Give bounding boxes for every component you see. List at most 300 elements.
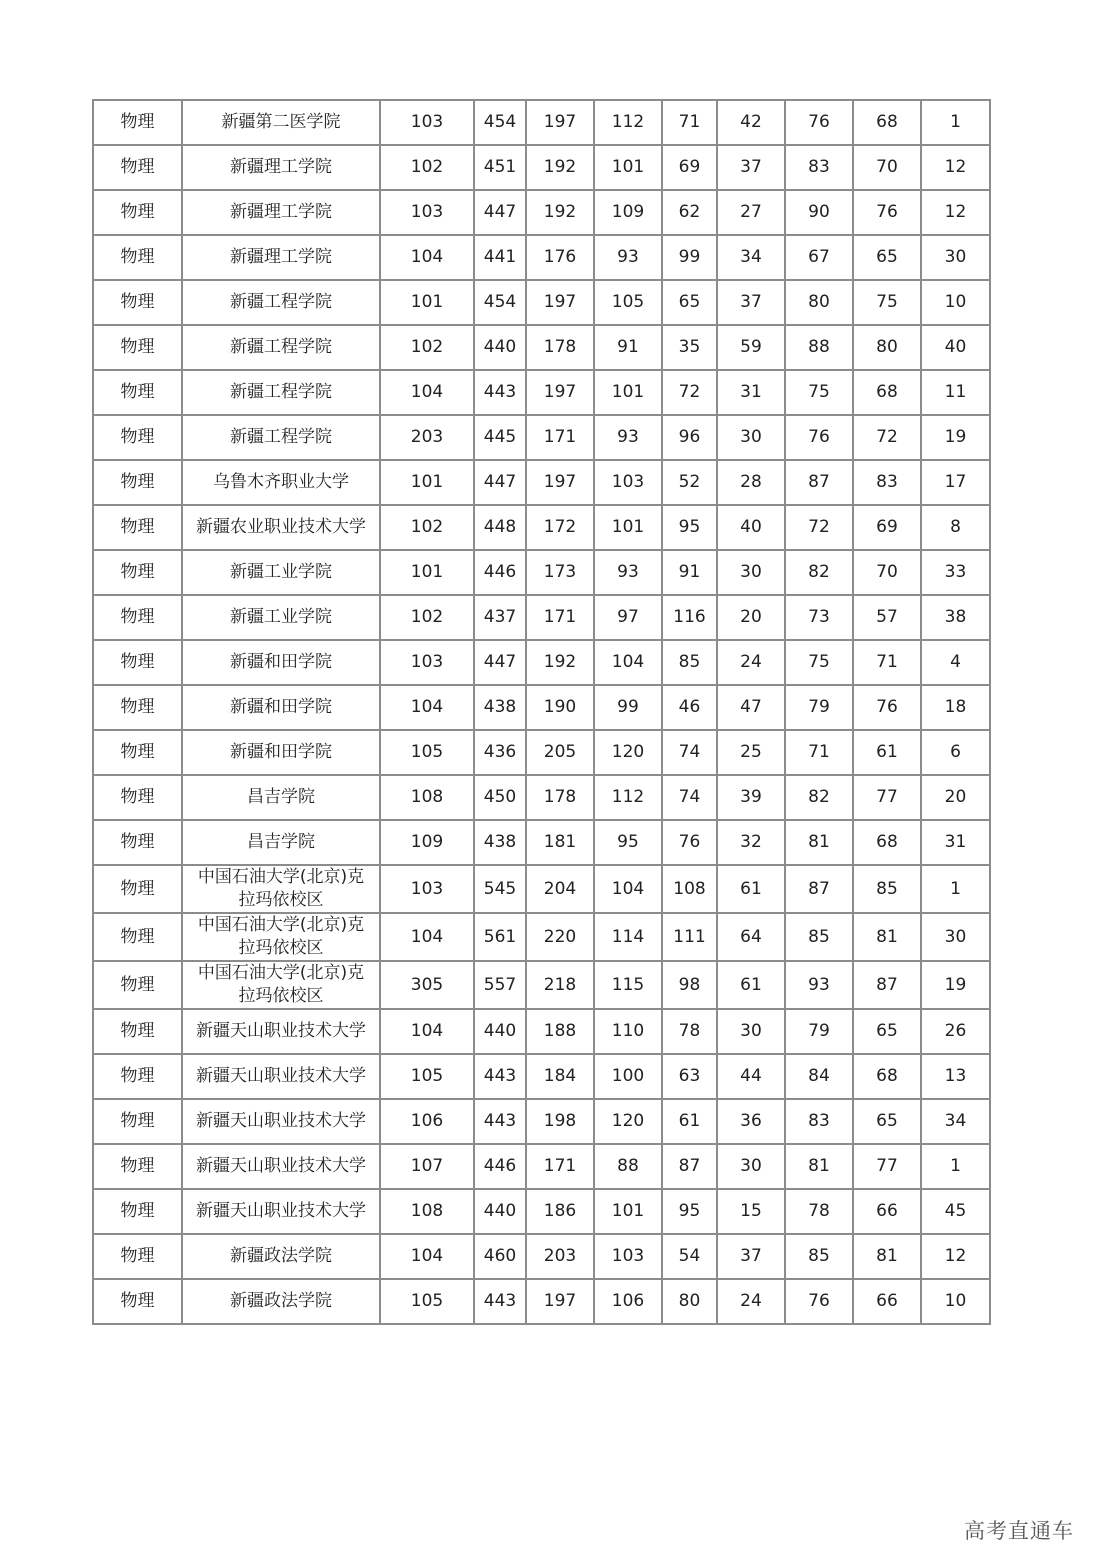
cell-rank: 12 xyxy=(921,1234,990,1279)
cell-school: 昌吉学院 xyxy=(182,820,380,865)
cell-major-group-code: 103 xyxy=(380,865,474,913)
cell-physics: 69 xyxy=(662,145,717,190)
cell-chemistry: 64 xyxy=(717,913,785,961)
cell-subject: 物理 xyxy=(93,1144,182,1189)
cell-chemistry: 44 xyxy=(717,1054,785,1099)
cell-physics: 76 xyxy=(662,820,717,865)
cell-physics: 116 xyxy=(662,595,717,640)
cell-biology: 73 xyxy=(785,595,853,640)
cell-school: 乌鲁木齐职业大学 xyxy=(182,460,380,505)
cell-total-score: 446 xyxy=(474,550,526,595)
cell-chinese-math: 197 xyxy=(526,370,594,415)
table-row xyxy=(93,1234,990,1279)
cell-physics: 65 xyxy=(662,280,717,325)
cell-major-group-code: 108 xyxy=(380,1189,474,1234)
cell-total-score: 448 xyxy=(474,505,526,550)
table-row xyxy=(93,100,990,145)
cell-major-group-code: 102 xyxy=(380,505,474,550)
table-row xyxy=(93,595,990,640)
cell-school: 新疆第二医学院 xyxy=(182,100,380,145)
cell-major-group-code: 105 xyxy=(380,1054,474,1099)
cell-total-score: 454 xyxy=(474,100,526,145)
cell-chemistry: 30 xyxy=(717,1144,785,1189)
cell-chemistry: 42 xyxy=(717,100,785,145)
table-row xyxy=(93,1054,990,1099)
cell-english: 93 xyxy=(594,415,662,460)
cell-chemistry: 28 xyxy=(717,460,785,505)
cell-subject: 物理 xyxy=(93,775,182,820)
cell-subject: 物理 xyxy=(93,505,182,550)
cell-chemistry: 61 xyxy=(717,961,785,1009)
cell-total-score: 561 xyxy=(474,913,526,961)
cell-english: 112 xyxy=(594,100,662,145)
table-row xyxy=(93,865,990,913)
table-row xyxy=(93,415,990,460)
cell-school: 新疆和田学院 xyxy=(182,730,380,775)
cell-rank: 40 xyxy=(921,325,990,370)
cell-english: 93 xyxy=(594,550,662,595)
cell-politics: 76 xyxy=(853,190,921,235)
cell-biology: 72 xyxy=(785,505,853,550)
watermark: 高考直通车 xyxy=(964,1519,1074,1543)
cell-biology: 80 xyxy=(785,280,853,325)
cell-politics: 77 xyxy=(853,775,921,820)
cell-major-group-code: 101 xyxy=(380,460,474,505)
cell-physics: 80 xyxy=(662,1279,717,1324)
cell-english: 97 xyxy=(594,595,662,640)
cell-major-group-code: 104 xyxy=(380,370,474,415)
cell-english: 103 xyxy=(594,460,662,505)
cell-chemistry: 15 xyxy=(717,1189,785,1234)
cell-biology: 93 xyxy=(785,961,853,1009)
cell-major-group-code: 102 xyxy=(380,595,474,640)
cell-politics: 80 xyxy=(853,325,921,370)
cell-chemistry: 34 xyxy=(717,235,785,280)
cell-chinese-math: 178 xyxy=(526,325,594,370)
cell-chinese-math: 184 xyxy=(526,1054,594,1099)
cell-biology: 79 xyxy=(785,685,853,730)
table-row xyxy=(93,730,990,775)
cell-biology: 82 xyxy=(785,775,853,820)
cell-politics: 65 xyxy=(853,235,921,280)
cell-rank: 34 xyxy=(921,1099,990,1144)
cell-chemistry: 37 xyxy=(717,280,785,325)
cell-total-score: 440 xyxy=(474,325,526,370)
cell-school: 新疆工程学院 xyxy=(182,370,380,415)
cell-total-score: 441 xyxy=(474,235,526,280)
cell-school: 新疆理工学院 xyxy=(182,145,380,190)
table-row xyxy=(93,1099,990,1144)
cell-subject: 物理 xyxy=(93,415,182,460)
table-row xyxy=(93,325,990,370)
cell-english: 103 xyxy=(594,1234,662,1279)
table-row xyxy=(93,145,990,190)
cell-politics: 70 xyxy=(853,145,921,190)
cell-chinese-math: 190 xyxy=(526,685,594,730)
cell-chinese-math: 203 xyxy=(526,1234,594,1279)
cell-politics: 71 xyxy=(853,640,921,685)
cell-school: 新疆天山职业技术大学 xyxy=(182,1099,380,1144)
cell-physics: 87 xyxy=(662,1144,717,1189)
cell-subject: 物理 xyxy=(93,913,182,961)
cell-chemistry: 30 xyxy=(717,415,785,460)
cell-politics: 83 xyxy=(853,460,921,505)
cell-total-score: 451 xyxy=(474,145,526,190)
cell-major-group-code: 203 xyxy=(380,415,474,460)
cell-rank: 1 xyxy=(921,865,990,913)
cell-subject: 物理 xyxy=(93,145,182,190)
cell-chinese-math: 173 xyxy=(526,550,594,595)
table-body xyxy=(93,100,990,1324)
cell-major-group-code: 104 xyxy=(380,913,474,961)
cell-total-score: 445 xyxy=(474,415,526,460)
cell-physics: 54 xyxy=(662,1234,717,1279)
cell-total-score: 436 xyxy=(474,730,526,775)
cell-total-score: 437 xyxy=(474,595,526,640)
cell-physics: 98 xyxy=(662,961,717,1009)
cell-school: 新疆天山职业技术大学 xyxy=(182,1054,380,1099)
table-row xyxy=(93,505,990,550)
table-row xyxy=(93,685,990,730)
cell-english: 100 xyxy=(594,1054,662,1099)
cell-politics: 87 xyxy=(853,961,921,1009)
cell-rank: 18 xyxy=(921,685,990,730)
cell-physics: 85 xyxy=(662,640,717,685)
cell-english: 109 xyxy=(594,190,662,235)
cell-total-score: 450 xyxy=(474,775,526,820)
cell-major-group-code: 102 xyxy=(380,325,474,370)
cell-physics: 74 xyxy=(662,775,717,820)
cell-chemistry: 27 xyxy=(717,190,785,235)
cell-rank: 31 xyxy=(921,820,990,865)
cell-major-group-code: 104 xyxy=(380,685,474,730)
table-row xyxy=(93,820,990,865)
cell-chinese-math: 192 xyxy=(526,640,594,685)
cell-total-score: 443 xyxy=(474,1099,526,1144)
cell-politics: 81 xyxy=(853,913,921,961)
cell-subject: 物理 xyxy=(93,280,182,325)
cell-rank: 19 xyxy=(921,961,990,1009)
cell-chinese-math: 181 xyxy=(526,820,594,865)
cell-major-group-code: 104 xyxy=(380,1009,474,1054)
cell-physics: 35 xyxy=(662,325,717,370)
cell-subject: 物理 xyxy=(93,370,182,415)
cell-total-score: 447 xyxy=(474,190,526,235)
cell-biology: 85 xyxy=(785,1234,853,1279)
cell-subject: 物理 xyxy=(93,961,182,1009)
cell-rank: 10 xyxy=(921,280,990,325)
cell-chemistry: 59 xyxy=(717,325,785,370)
cell-chinese-math: 176 xyxy=(526,235,594,280)
cell-major-group-code: 101 xyxy=(380,280,474,325)
cell-chemistry: 61 xyxy=(717,865,785,913)
cell-subject: 物理 xyxy=(93,1234,182,1279)
cell-subject: 物理 xyxy=(93,1009,182,1054)
cell-rank: 8 xyxy=(921,505,990,550)
cell-major-group-code: 108 xyxy=(380,775,474,820)
cell-chinese-math: 197 xyxy=(526,460,594,505)
cell-biology: 83 xyxy=(785,1099,853,1144)
cell-chinese-math: 178 xyxy=(526,775,594,820)
cell-total-score: 446 xyxy=(474,1144,526,1189)
cell-school: 新疆理工学院 xyxy=(182,190,380,235)
cell-chinese-math: 171 xyxy=(526,415,594,460)
cell-rank: 45 xyxy=(921,1189,990,1234)
cell-school: 新疆农业职业技术大学 xyxy=(182,505,380,550)
cell-school: 新疆天山职业技术大学 xyxy=(182,1189,380,1234)
table-row xyxy=(93,1144,990,1189)
cell-total-score: 460 xyxy=(474,1234,526,1279)
cell-physics: 95 xyxy=(662,505,717,550)
cell-english: 120 xyxy=(594,1099,662,1144)
cell-major-group-code: 102 xyxy=(380,145,474,190)
cell-subject: 物理 xyxy=(93,1099,182,1144)
cell-rank: 33 xyxy=(921,550,990,595)
cell-politics: 77 xyxy=(853,1144,921,1189)
cell-total-score: 557 xyxy=(474,961,526,1009)
cell-total-score: 438 xyxy=(474,820,526,865)
cell-chemistry: 31 xyxy=(717,370,785,415)
cell-school: 新疆工程学院 xyxy=(182,415,380,460)
cell-rank: 12 xyxy=(921,145,990,190)
cell-school: 昌吉学院 xyxy=(182,775,380,820)
cell-total-score: 447 xyxy=(474,640,526,685)
cell-biology: 67 xyxy=(785,235,853,280)
cell-school: 新疆工程学院 xyxy=(182,325,380,370)
cell-physics: 96 xyxy=(662,415,717,460)
cell-politics: 68 xyxy=(853,1054,921,1099)
cell-english: 115 xyxy=(594,961,662,1009)
table-row xyxy=(93,550,990,595)
cell-biology: 81 xyxy=(785,1144,853,1189)
cell-physics: 72 xyxy=(662,370,717,415)
cell-chinese-math: 171 xyxy=(526,1144,594,1189)
cell-physics: 71 xyxy=(662,100,717,145)
cell-politics: 65 xyxy=(853,1009,921,1054)
cell-chinese-math: 171 xyxy=(526,595,594,640)
cell-english: 93 xyxy=(594,235,662,280)
cell-english: 105 xyxy=(594,280,662,325)
table-row xyxy=(93,280,990,325)
cell-politics: 81 xyxy=(853,1234,921,1279)
cell-school: 中国石油大学(北京)克拉玛依校区 xyxy=(182,865,380,913)
cell-rank: 4 xyxy=(921,640,990,685)
cell-physics: 62 xyxy=(662,190,717,235)
cell-major-group-code: 103 xyxy=(380,190,474,235)
cell-school: 新疆和田学院 xyxy=(182,640,380,685)
cell-physics: 78 xyxy=(662,1009,717,1054)
cell-subject: 物理 xyxy=(93,190,182,235)
table-row xyxy=(93,640,990,685)
cell-chemistry: 47 xyxy=(717,685,785,730)
cell-biology: 87 xyxy=(785,865,853,913)
cell-chinese-math: 188 xyxy=(526,1009,594,1054)
cell-school: 新疆政法学院 xyxy=(182,1234,380,1279)
cell-rank: 1 xyxy=(921,1144,990,1189)
cell-biology: 88 xyxy=(785,325,853,370)
cell-politics: 57 xyxy=(853,595,921,640)
cell-school: 新疆工业学院 xyxy=(182,595,380,640)
cell-chinese-math: 220 xyxy=(526,913,594,961)
table-row xyxy=(93,1189,990,1234)
cell-english: 104 xyxy=(594,865,662,913)
cell-school: 新疆和田学院 xyxy=(182,685,380,730)
cell-total-score: 447 xyxy=(474,460,526,505)
cell-total-score: 438 xyxy=(474,685,526,730)
cell-subject: 物理 xyxy=(93,1279,182,1324)
cell-school: 新疆工业学院 xyxy=(182,550,380,595)
cell-school: 新疆天山职业技术大学 xyxy=(182,1144,380,1189)
cell-rank: 1 xyxy=(921,100,990,145)
table-row xyxy=(93,775,990,820)
cell-school: 中国石油大学(北京)克拉玛依校区 xyxy=(182,913,380,961)
cell-english: 99 xyxy=(594,685,662,730)
cell-english: 88 xyxy=(594,1144,662,1189)
cell-total-score: 443 xyxy=(474,1054,526,1099)
cell-english: 106 xyxy=(594,1279,662,1324)
cell-rank: 10 xyxy=(921,1279,990,1324)
cell-school: 新疆理工学院 xyxy=(182,235,380,280)
cell-chinese-math: 197 xyxy=(526,1279,594,1324)
cell-chemistry: 40 xyxy=(717,505,785,550)
cell-rank: 20 xyxy=(921,775,990,820)
cell-rank: 19 xyxy=(921,415,990,460)
cell-rank: 30 xyxy=(921,913,990,961)
cell-biology: 90 xyxy=(785,190,853,235)
cell-major-group-code: 105 xyxy=(380,1279,474,1324)
cell-biology: 75 xyxy=(785,640,853,685)
cell-chinese-math: 186 xyxy=(526,1189,594,1234)
cell-physics: 74 xyxy=(662,730,717,775)
cell-english: 95 xyxy=(594,820,662,865)
cell-total-score: 545 xyxy=(474,865,526,913)
cell-biology: 85 xyxy=(785,913,853,961)
table-row xyxy=(93,913,990,961)
cell-rank: 30 xyxy=(921,235,990,280)
cell-total-score: 440 xyxy=(474,1009,526,1054)
cell-major-group-code: 103 xyxy=(380,640,474,685)
cell-rank: 13 xyxy=(921,1054,990,1099)
cell-biology: 81 xyxy=(785,820,853,865)
table-row xyxy=(93,460,990,505)
cell-major-group-code: 106 xyxy=(380,1099,474,1144)
cell-total-score: 440 xyxy=(474,1189,526,1234)
cell-biology: 71 xyxy=(785,730,853,775)
cell-english: 120 xyxy=(594,730,662,775)
cell-politics: 68 xyxy=(853,820,921,865)
cell-chinese-math: 197 xyxy=(526,280,594,325)
cell-subject: 物理 xyxy=(93,595,182,640)
cell-chemistry: 39 xyxy=(717,775,785,820)
cell-politics: 66 xyxy=(853,1279,921,1324)
cell-chinese-math: 205 xyxy=(526,730,594,775)
table-row xyxy=(93,1279,990,1324)
cell-chemistry: 20 xyxy=(717,595,785,640)
score-table xyxy=(92,99,991,1325)
cell-english: 101 xyxy=(594,505,662,550)
cell-politics: 76 xyxy=(853,685,921,730)
cell-major-group-code: 103 xyxy=(380,100,474,145)
cell-subject: 物理 xyxy=(93,460,182,505)
table-row xyxy=(93,1009,990,1054)
cell-subject: 物理 xyxy=(93,640,182,685)
cell-biology: 76 xyxy=(785,415,853,460)
cell-school: 新疆政法学院 xyxy=(182,1279,380,1324)
cell-major-group-code: 107 xyxy=(380,1144,474,1189)
cell-physics: 108 xyxy=(662,865,717,913)
cell-school: 新疆天山职业技术大学 xyxy=(182,1009,380,1054)
cell-politics: 66 xyxy=(853,1189,921,1234)
cell-chinese-math: 192 xyxy=(526,190,594,235)
cell-major-group-code: 305 xyxy=(380,961,474,1009)
cell-english: 110 xyxy=(594,1009,662,1054)
cell-english: 91 xyxy=(594,325,662,370)
cell-total-score: 443 xyxy=(474,1279,526,1324)
cell-politics: 70 xyxy=(853,550,921,595)
cell-major-group-code: 109 xyxy=(380,820,474,865)
cell-physics: 111 xyxy=(662,913,717,961)
cell-politics: 68 xyxy=(853,100,921,145)
cell-subject: 物理 xyxy=(93,325,182,370)
cell-biology: 84 xyxy=(785,1054,853,1099)
cell-chemistry: 30 xyxy=(717,1009,785,1054)
cell-major-group-code: 104 xyxy=(380,235,474,280)
cell-chinese-math: 204 xyxy=(526,865,594,913)
cell-physics: 63 xyxy=(662,1054,717,1099)
cell-chinese-math: 192 xyxy=(526,145,594,190)
cell-chemistry: 37 xyxy=(717,145,785,190)
cell-biology: 83 xyxy=(785,145,853,190)
cell-physics: 61 xyxy=(662,1099,717,1144)
cell-rank: 17 xyxy=(921,460,990,505)
cell-subject: 物理 xyxy=(93,550,182,595)
cell-major-group-code: 105 xyxy=(380,730,474,775)
cell-biology: 87 xyxy=(785,460,853,505)
cell-biology: 82 xyxy=(785,550,853,595)
cell-subject: 物理 xyxy=(93,730,182,775)
cell-english: 104 xyxy=(594,640,662,685)
cell-chinese-math: 197 xyxy=(526,100,594,145)
cell-major-group-code: 101 xyxy=(380,550,474,595)
cell-chemistry: 36 xyxy=(717,1099,785,1144)
cell-politics: 85 xyxy=(853,865,921,913)
cell-subject: 物理 xyxy=(93,1189,182,1234)
cell-physics: 46 xyxy=(662,685,717,730)
cell-total-score: 443 xyxy=(474,370,526,415)
cell-chemistry: 25 xyxy=(717,730,785,775)
cell-politics: 75 xyxy=(853,280,921,325)
table-row xyxy=(93,370,990,415)
cell-biology: 79 xyxy=(785,1009,853,1054)
cell-english: 101 xyxy=(594,145,662,190)
cell-physics: 91 xyxy=(662,550,717,595)
cell-english: 101 xyxy=(594,370,662,415)
cell-subject: 物理 xyxy=(93,1054,182,1099)
cell-chemistry: 30 xyxy=(717,550,785,595)
cell-chinese-math: 218 xyxy=(526,961,594,1009)
table-row xyxy=(93,235,990,280)
cell-subject: 物理 xyxy=(93,865,182,913)
cell-politics: 72 xyxy=(853,415,921,460)
cell-politics: 65 xyxy=(853,1099,921,1144)
table-row xyxy=(93,190,990,235)
cell-subject: 物理 xyxy=(93,235,182,280)
cell-politics: 61 xyxy=(853,730,921,775)
cell-rank: 11 xyxy=(921,370,990,415)
cell-school: 中国石油大学(北京)克拉玛依校区 xyxy=(182,961,380,1009)
cell-chemistry: 24 xyxy=(717,640,785,685)
cell-chemistry: 37 xyxy=(717,1234,785,1279)
